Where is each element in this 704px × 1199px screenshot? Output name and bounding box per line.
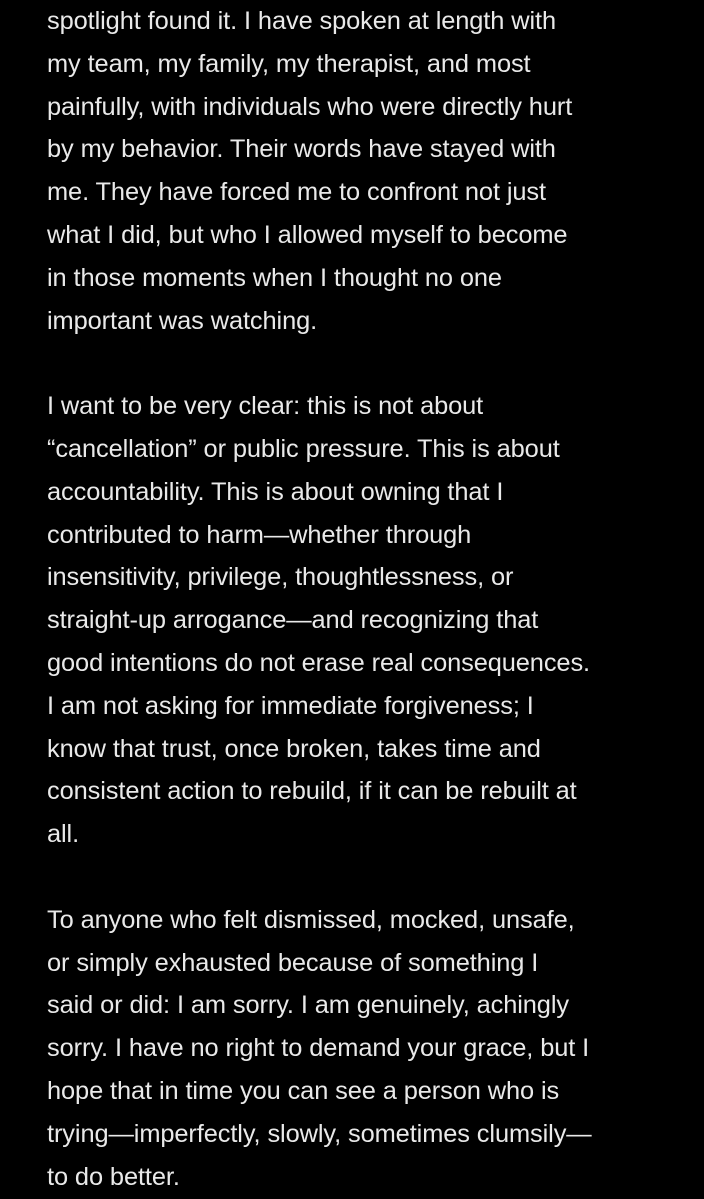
text-line: what I did, but who I allowed myself to become bbox=[47, 220, 568, 249]
text-line: by my behavior. Their words have stayed with bbox=[47, 135, 556, 164]
text-line: I want to be very clear: this is not about bbox=[47, 392, 484, 421]
text-line: painfully, with individuals who were directly hurt bbox=[47, 92, 573, 121]
paragraph-2 bbox=[47, 385, 687, 856]
text-line: know that trust, once broken, takes time and bbox=[47, 734, 541, 763]
text-line: insensitivity, privilege, thoughtlessness, or bbox=[47, 563, 514, 592]
text-line: important was watching. bbox=[47, 306, 318, 335]
text-line: To anyone who felt dismissed, mocked, unsafe, bbox=[47, 905, 575, 934]
text-line: straight-up arrogance—and recognizing that bbox=[47, 606, 539, 635]
text-line: I am not asking for immediate forgiveness; I bbox=[47, 691, 534, 720]
note-body[interactable] bbox=[47, 0, 687, 1198]
paragraph-spacer bbox=[47, 856, 687, 899]
text-line: contributed to harm—whether through bbox=[47, 520, 472, 549]
text-line: accountability. This is about owning that I bbox=[47, 477, 504, 506]
text-line: my team, my family, my therapist, and most bbox=[47, 49, 531, 78]
text-line: spotlight found it. I have spoken at length with bbox=[47, 7, 556, 35]
text-line: all. bbox=[47, 820, 80, 849]
text-line: hope that in time you can see a person who is bbox=[47, 1076, 560, 1105]
text-line: me. They have forced me to confront not just bbox=[47, 178, 546, 207]
text-line: consistent action to rebuild, if it can be rebuilt at bbox=[47, 777, 577, 806]
text-line: good intentions do not erase real consequences. bbox=[47, 648, 590, 677]
text-line: said or did: I am sorry. I am genuinely, achingly bbox=[47, 991, 569, 1020]
paragraph-1 bbox=[47, 0, 687, 342]
paragraph-spacer bbox=[47, 342, 687, 385]
text-line: in those moments when I thought no one bbox=[47, 263, 502, 292]
text-line: to do better. bbox=[47, 1162, 180, 1191]
text-line: sorry. I have no right to demand your grace, but I bbox=[47, 1034, 590, 1063]
text-line: “cancellation” or public pressure. This is about bbox=[47, 434, 560, 463]
text-line: trying—imperfectly, slowly, sometimes clumsily— bbox=[47, 1119, 592, 1148]
paragraph-3 bbox=[47, 899, 687, 1199]
text-line: or simply exhausted because of something I bbox=[47, 948, 539, 977]
